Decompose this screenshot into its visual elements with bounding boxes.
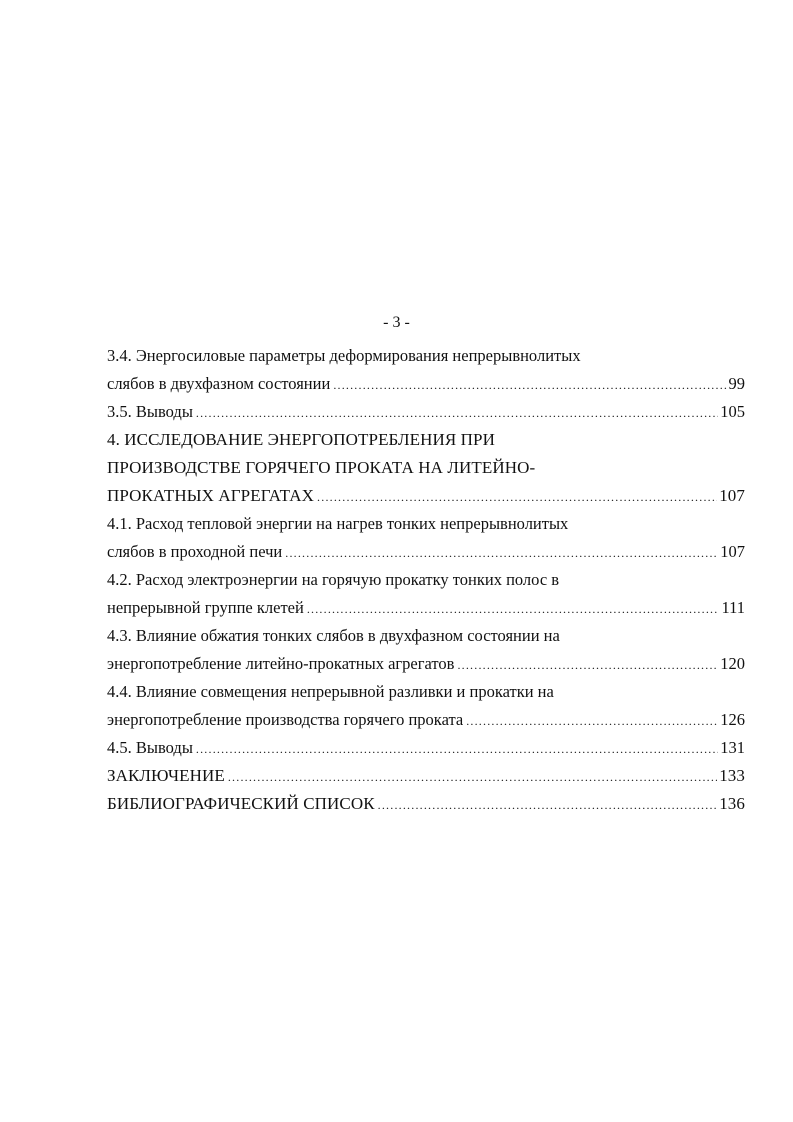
toc-entry-3-4-line-1: 3.4. Энергосиловые параметры деформирования непрерывнолитых xyxy=(107,346,581,365)
toc-entry-3-5 xyxy=(107,398,745,426)
toc-entry-4-title-end: ПРОКАТНЫХ АГРЕГАТАХ xyxy=(107,486,315,505)
toc-entry-4-3-title-end: энергопотребление литейно-прокатных агрегатов xyxy=(107,654,455,673)
dot-leader xyxy=(307,595,720,622)
page-number: - 3 - xyxy=(383,314,410,331)
toc-entry-4-line-3 xyxy=(107,482,745,510)
dot-leader xyxy=(196,735,718,762)
toc-entry-3-4-line-2 xyxy=(107,370,745,398)
toc-entry-4-1-page: 107 xyxy=(720,542,745,561)
toc-entry-4-1-title-end: слябов в проходной печи xyxy=(107,542,283,561)
toc-entry-4-2-title-end: непрерывной группе клетей xyxy=(107,598,304,617)
toc-entry-4-line-1: 4. ИССЛЕДОВАНИЕ ЭНЕРГОПОТРЕБЛЕНИЯ ПРИ xyxy=(107,430,495,449)
toc-entry-4-4-line-2 xyxy=(107,706,745,734)
toc-entry-conclusion-title: ЗАКЛЮЧЕНИЕ xyxy=(107,766,225,785)
toc-entry-3-4-page: 99 xyxy=(728,374,745,393)
toc-entry-4-3-line-2 xyxy=(107,650,745,678)
dot-leader xyxy=(466,707,718,734)
dot-leader xyxy=(196,399,718,426)
toc-entry-conclusion xyxy=(107,762,745,790)
toc-entry-3-4-title-end: слябов в двухфазном состоянии xyxy=(107,374,331,393)
toc-entry-4-2-page: 111 xyxy=(721,598,745,617)
toc-entry-4-1-line-1: 4.1. Расход тепловой энергии на нагрев тонких непрерывнолитых xyxy=(107,514,569,533)
toc-entry-4-4-title-end: энергопотребление производства горячего проката xyxy=(107,710,464,729)
dot-leader xyxy=(228,763,717,790)
toc-entry-bibliography-title: БИБЛИОГРАФИЧЕСКИЙ СПИСОК xyxy=(107,794,375,813)
toc-entry-bibliography-page: 136 xyxy=(719,794,745,813)
toc-entry-4-5-page: 131 xyxy=(720,738,745,757)
toc-entry-4-5 xyxy=(107,734,745,762)
toc-entry-4-2-line-1: 4.2. Расход электроэнергии на горячую прокатку тонких полос в xyxy=(107,570,560,589)
toc-entry-conclusion-page: 133 xyxy=(719,766,745,785)
toc-entry-bibliography xyxy=(107,790,745,818)
dot-leader xyxy=(317,483,717,510)
table-of-contents xyxy=(107,342,745,818)
dot-leader xyxy=(457,651,718,678)
toc-entry-4-5-title: 4.5. Выводы xyxy=(107,738,193,757)
dot-leader xyxy=(378,791,718,818)
toc-entry-4-2-line-2 xyxy=(107,594,745,622)
toc-entry-4-1-line-2 xyxy=(107,538,745,566)
toc-entry-3-5-page: 105 xyxy=(720,402,745,421)
toc-entry-4-3-line-1: 4.3. Влияние обжатия тонких слябов в двухфазном состоянии на xyxy=(107,626,560,645)
toc-entry-4-3-page: 120 xyxy=(720,654,745,673)
dot-leader xyxy=(285,539,718,566)
toc-entry-4-4-line-1: 4.4. Влияние совмещения непрерывной разливки и прокатки на xyxy=(107,682,554,701)
toc-entry-4-line-2: ПРОИЗВОДСТВЕ ГОРЯЧЕГО ПРОКАТА НА ЛИТЕЙНО- xyxy=(107,458,536,477)
toc-entry-3-5-title: 3.5. Выводы xyxy=(107,402,193,421)
dot-leader xyxy=(333,371,726,398)
toc-entry-4-page: 107 xyxy=(719,486,745,505)
toc-entry-4-4-page: 126 xyxy=(720,710,745,729)
